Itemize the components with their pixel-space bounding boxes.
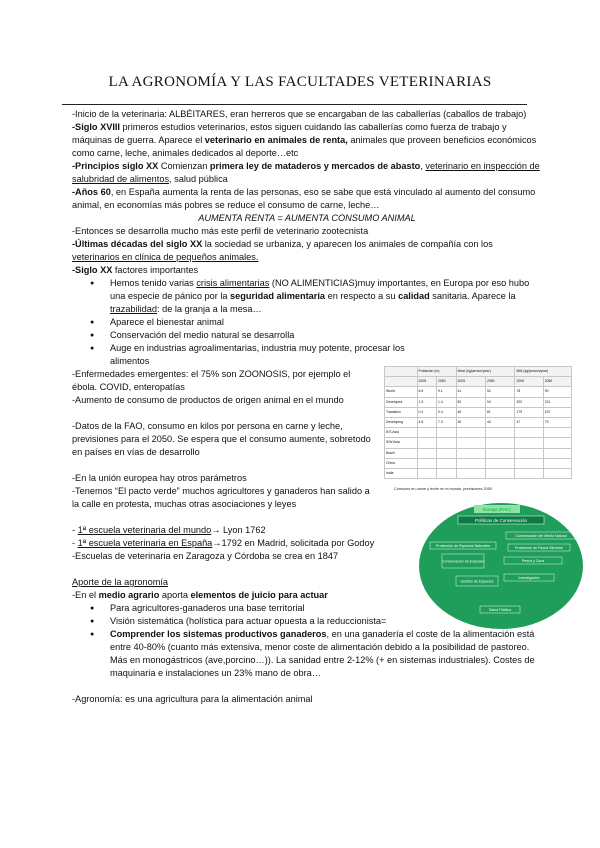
paragraph: -Datos de la FAO, consumo en kilos por persona en carne y leche, previsiones para el 2050. Se espera que el consumo aumente, sobretodo en países en vías de desarrollo xyxy=(72,421,371,457)
diagram-node-label: Gestión de Espacios xyxy=(460,579,494,584)
table-cell: 0.4 xyxy=(417,407,436,417)
paragraph: -Años 60, en España aumenta la renta de las personas, eso se sabe que está vinculado al aumento del consumo animal, en economías más pobres se reduce el consumo de carne, leche… xyxy=(72,187,536,210)
table-cell: 44 xyxy=(485,417,514,427)
centered-equation: AUMENTA RENTA = AUMENTA CONSUMO ANIMAL xyxy=(198,213,416,223)
table-header-cell xyxy=(385,367,418,377)
table-cell: 9.1 xyxy=(437,387,457,397)
table-cell xyxy=(437,468,457,478)
table-cell xyxy=(485,428,514,438)
table-cell: 7.3 xyxy=(437,417,457,427)
table-row-label: World xyxy=(385,387,418,397)
table-cell xyxy=(515,468,543,478)
table-cell: 79 xyxy=(543,417,571,427)
table-cell xyxy=(543,458,571,468)
table-cell: 52 xyxy=(485,387,514,397)
table-header-cell: Meat (kg/person/year) xyxy=(456,367,515,377)
table-cell: 94 xyxy=(485,397,514,407)
paragraph: -Escuelas de veterinaria en Zaragoza y Córdoba se crea en 1847 xyxy=(72,551,339,561)
paragraph: -Agronomía: es una agricultura para la alimentación animal xyxy=(72,694,313,704)
table-cell: 61 xyxy=(485,407,514,417)
paragraph: -Siglo XX factores importantes xyxy=(72,265,199,275)
table-row xyxy=(385,448,572,458)
diagram-node-label: Protección de Fauna Silvestre xyxy=(515,545,563,550)
table-cell xyxy=(417,428,436,438)
paragraph: -Entonces se desarrolla mucho más este perfil de veterinario zootecnista xyxy=(72,226,369,236)
list-item: ● Auge en industrias agroalimentarias, industria muy potente, procesar los alimentos xyxy=(110,342,410,368)
table-cell xyxy=(543,428,571,438)
table-cell xyxy=(437,458,457,468)
table-cell xyxy=(515,438,543,448)
table-cell xyxy=(485,438,514,448)
section-heading: Aporte de la agronomía xyxy=(72,577,169,587)
list-item: ● Hemos tenido varias crisis alimentarias (NO ALIMENTICIAS)muy importantes, en Europa por eso hubo una especie de pánico por la seguridad alimentaria en respecto a su calidad sanitaria. Aparece la trazabilidad: de la granja a la mesa… xyxy=(110,277,542,316)
table-cell: 4.8 xyxy=(417,417,436,427)
table-caption: Consumo en carne y leche en el mundo, previsiones 2050 xyxy=(394,487,492,491)
table-cell xyxy=(456,428,485,438)
table-cell: 41 xyxy=(456,387,485,397)
diagram-node-label: Pesca y Caza xyxy=(521,558,545,563)
paragraph: -Siglo XVIII primeros estudios veterinarios, estos siguen cuidando las caballerías como fuerza de trabajo y máquinas de guerra. Aparece el veterinario en animales de renta, animales que proveen beneficios económicos como carne, leche, animales dedicados al deporte…etc xyxy=(72,122,537,158)
table-row-label: China xyxy=(385,458,418,468)
table-cell: 1.4 xyxy=(437,397,457,407)
table-cell: 47 xyxy=(515,417,543,427)
conservation-diagram xyxy=(418,502,584,630)
table-header-cell: 2050 xyxy=(485,377,514,387)
table-header-cell: Milk (kg/person/year) xyxy=(515,367,572,377)
title-divider xyxy=(62,104,527,105)
table-cell xyxy=(456,468,485,478)
list-item: ● Visión sistemática (holística para actuar opuesta a la reduccionista= xyxy=(110,615,542,628)
table-row-label: S/W Asia xyxy=(385,438,418,448)
table-cell: 1.3 xyxy=(417,397,436,407)
table-cell xyxy=(417,458,436,468)
table-cell: 78 xyxy=(515,387,543,397)
table-cell xyxy=(485,468,514,478)
list-item: ● Para agricultores-ganaderos una base territorial xyxy=(110,602,542,615)
diagram-node-label: Investigación xyxy=(518,575,540,580)
table-cell xyxy=(456,448,485,458)
table-row xyxy=(385,438,572,448)
diagram-node-label: Protección de Espacios Naturales xyxy=(436,543,490,548)
diagram-node-label: Salud Pública xyxy=(489,607,511,612)
paragraph: -Aumento de consumo de productos de origen animal en el mundo xyxy=(72,395,344,405)
table-row-label: Developing xyxy=(385,417,418,427)
paragraph: -Inicio de la veterinaria: ALBÉITARES, eran herreros que se encargaban de las caballerías (caballos de trabajo) xyxy=(72,109,527,119)
list-item: ● Conservación del medio natural se desarrolla xyxy=(110,329,542,342)
table-row xyxy=(385,428,572,438)
table-row xyxy=(385,407,572,417)
table-cell: 6.5 xyxy=(417,387,436,397)
table-cell: 0.4 xyxy=(437,407,457,417)
table-cell xyxy=(515,448,543,458)
table-header-cell xyxy=(385,377,418,387)
table-cell xyxy=(417,448,436,458)
table-cell xyxy=(515,428,543,438)
table-row-label: Transition xyxy=(385,407,418,417)
table-cell xyxy=(437,438,457,448)
table-cell xyxy=(456,438,485,448)
table-cell xyxy=(543,438,571,448)
table-cell: 221 xyxy=(543,397,571,407)
table-cell xyxy=(515,458,543,468)
table-row xyxy=(385,468,572,478)
table-cell: 179 xyxy=(515,407,543,417)
page-title: LA AGRONOMÍA Y LAS FACULTADES VETERINARIAS xyxy=(108,74,492,90)
paragraph: -En el medio agrario aporta elementos de juicio para actuar xyxy=(72,590,328,600)
table-row xyxy=(385,397,572,407)
factors-list xyxy=(72,277,542,368)
list-item: ● Aparece el bienestar animal xyxy=(110,316,542,329)
table-cell xyxy=(437,428,457,438)
table-cell xyxy=(485,448,514,458)
table-row xyxy=(385,458,572,468)
table-cell xyxy=(485,458,514,468)
table-header-cell: 2050 xyxy=(437,377,457,387)
table-cell: 46 xyxy=(456,407,485,417)
table-cell: 202 xyxy=(515,397,543,407)
table-header-cell: Población (m) xyxy=(417,367,456,377)
diagram-top-label: Europa (PAC) xyxy=(483,507,511,512)
paragraph: - 1ª escuela veterinaria en España→1792 en Madrid, solicitada por Godoy xyxy=(72,538,375,548)
list-item: ● Comprender los sistemas productivos ganaderos, en una ganadería el coste de la alimentación está entre 40-80% (cuanto más extensiva, menor coste de alimentación debido a la posibilidad de pastoreo. Más en monogástricos (ave,porcino…)). La sanidad entre 2-12% (+ en sistemas industriales). Costes de maquinaria e instalaciones un 23% mano de obra… xyxy=(110,628,542,680)
diagram-node-label: Conservación de Especies xyxy=(441,559,485,564)
table-cell: 82 xyxy=(456,397,485,407)
table-cell xyxy=(456,458,485,468)
table-header-cell: 2050 xyxy=(543,377,571,387)
table-row-label: Developed xyxy=(385,397,418,407)
table-cell xyxy=(543,468,571,478)
table-header-cell: 2005 xyxy=(417,377,436,387)
table-row xyxy=(385,387,572,397)
table-row-label: E/S Asia xyxy=(385,428,418,438)
table-row-label: India xyxy=(385,468,418,478)
table-header-cell: 2005 xyxy=(515,377,543,387)
table-cell xyxy=(417,438,436,448)
paragraph: -Tenemos “El pacto verde” muchos agricultores y ganaderos han salido a la calle en protesta, muchas otras asociaciones y leyes xyxy=(72,486,370,509)
paragraph: -Enfermedades emergentes: el 75% son ZOONOSIS, por ejemplo el ébola. COVID, enteropatías xyxy=(72,369,351,392)
table-row-label: Brazil xyxy=(385,448,418,458)
paragraph: - 1ª escuela veterinaria del mundo→ Lyon 1762 xyxy=(72,525,266,535)
diagram-node-label: Conservación del Medio Natural xyxy=(515,533,567,538)
table-row xyxy=(385,417,572,427)
table-cell: 30 xyxy=(456,417,485,427)
table-cell: 197 xyxy=(543,407,571,417)
paragraph: -Últimas décadas del siglo XX la sociedad se urbaniza, y aparecen los animales de compañía con los veterinarios en clínica de pequeños animales. xyxy=(72,239,493,262)
paragraph: -En la unión europea hay otros parámetros xyxy=(72,473,247,483)
paragraph: -Principios siglo XX Comienzan primera ley de mataderos y mercados de abasto, veterinario en inspección de salubridad de alimentos, salud pública xyxy=(72,161,540,184)
table-cell xyxy=(543,448,571,458)
table-cell xyxy=(437,448,457,458)
diagram-header-label: Políticas de Conservación xyxy=(474,518,528,523)
fao-data-table xyxy=(384,366,572,479)
table-cell xyxy=(417,468,436,478)
table-cell: 90 xyxy=(543,387,571,397)
table-header-cell: 2005 xyxy=(456,377,485,387)
